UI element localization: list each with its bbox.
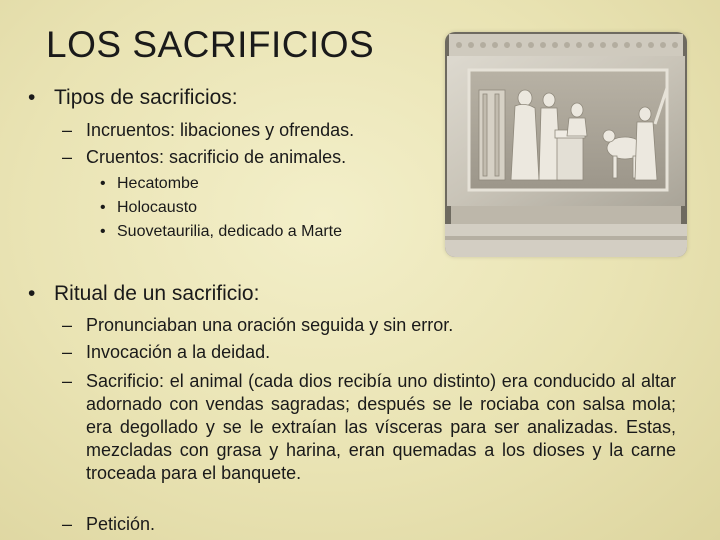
dash-mark: – bbox=[62, 120, 73, 140]
dash-mark: – bbox=[62, 514, 73, 534]
sub-item-text: Sacrificio: el animal (cada dios recibía uno distinto) era conducido al altar adornado con vendas sagradas; después se le rociaba con salsa mola; era degollado y se le extraían las vísceras para ser analizadas. Estas, mezcladas con grasa y harina, eran quemadas a los dioses y la carne troceada para el banquete. bbox=[86, 371, 676, 483]
sub-item-sacrificio bbox=[62, 370, 676, 485]
bullet-bold: Ritual bbox=[54, 282, 108, 305]
dash-mark: – bbox=[62, 371, 73, 391]
sub-item-text: Incruentos: libaciones y ofrendas. bbox=[86, 120, 355, 140]
sub-item-text: Petición. bbox=[86, 514, 156, 534]
bullet-mark: • bbox=[28, 86, 36, 109]
bullet-mark: • bbox=[28, 282, 36, 305]
subsub-item-text: Holocausto bbox=[117, 199, 198, 216]
subsub-item-text: Suovetaurilia, dedicado a Marte bbox=[117, 223, 343, 240]
subsub-item-hecatombe bbox=[100, 175, 199, 193]
bullet-rest: de sacrificios: bbox=[104, 86, 238, 109]
sub-item-cruentos bbox=[62, 147, 346, 168]
bullet-text bbox=[54, 86, 238, 110]
sub-item-text: Invocación a la deidad. bbox=[86, 342, 271, 362]
sub-item-invocacion bbox=[62, 342, 270, 363]
bullet-mark: • bbox=[100, 223, 106, 240]
sub-item-incruentos bbox=[62, 120, 354, 141]
bullet-tipos bbox=[28, 86, 238, 110]
subsub-item-holocausto bbox=[100, 199, 197, 217]
sub-item-pronunciaban bbox=[62, 315, 453, 336]
subsub-item-text: Hecatombe bbox=[117, 175, 199, 192]
dash-mark: – bbox=[62, 342, 73, 362]
bullet-rest: de un sacrificio: bbox=[107, 282, 260, 305]
dash-mark: – bbox=[62, 147, 73, 167]
bullet-mark: • bbox=[100, 175, 106, 192]
sub-item-peticion bbox=[62, 514, 155, 535]
sub-item-text: Pronunciaban una oración seguida y sin error. bbox=[86, 315, 454, 335]
bullet-ritual bbox=[28, 282, 259, 306]
dash-mark: – bbox=[62, 315, 73, 335]
sub-item-text: Cruentos: sacrificio de animales. bbox=[86, 147, 347, 167]
bullet-bold: Tipos bbox=[54, 86, 105, 109]
bullet-text bbox=[54, 282, 259, 306]
subsub-item-suovetaurilia bbox=[100, 223, 342, 241]
bullet-mark: • bbox=[100, 199, 106, 216]
slide-title: LOS SACRIFICIOS bbox=[46, 24, 375, 65]
relief-sculpture-image bbox=[445, 32, 687, 257]
